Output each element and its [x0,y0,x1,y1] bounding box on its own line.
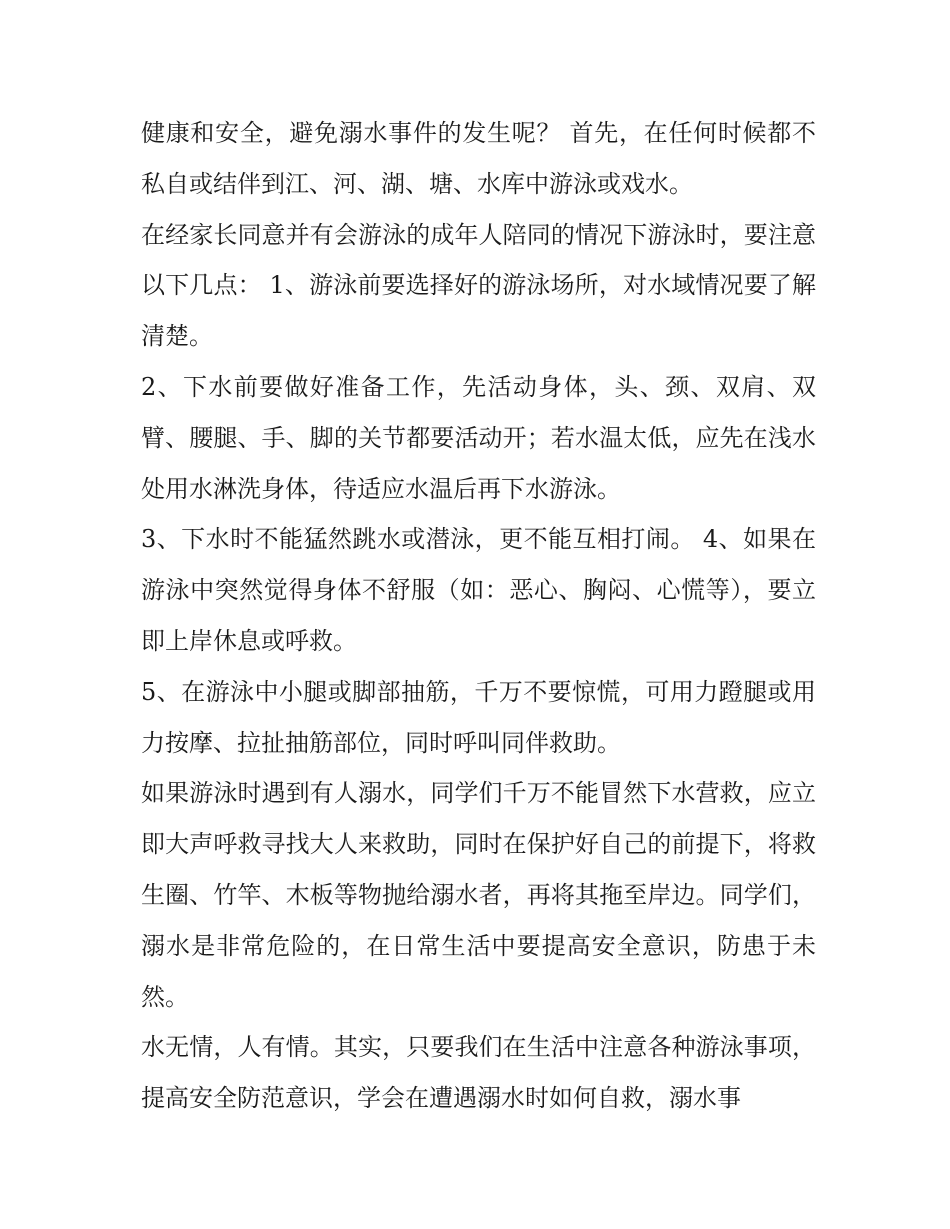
paragraph-rescue-advice: 如果游泳时遇到有人溺水，同学们千万不能冒然下水营救，应立即大声呼救寻找大人来救助，同时在保护好自己的前提下，将救生圈、竹竿、木板等物抛给溺水者，再将其拖至岸边。同学们，溺水是非常危险的，在日常生活中要提高安全意识，防患于未然。 [141,779,816,1011]
paragraph-precautions-1: 在经家长同意并有会游泳的成年人陪同的情况下游泳时，要注意以下几点： 1、游泳前要选择好的游泳场所，对水域情况要了解清楚。 [141,220,816,351]
paragraph-precautions-3-4: 3、下水时不能猛然跳水或潜泳，更不能互相打闹。 4、如果在游泳中突然觉得身体不舒服（如：恶心、胸闷、心慌等），要立即上岸休息或呼救。 [141,525,816,655]
paragraph-safety-intro: 健康和安全，避免溺水事件的发生呢？ 首先，在任何时候都不私自或结伴到江、河、湖、塘、水库中游泳或戏水。 [141,119,816,198]
paragraph-conclusion: 水无情，人有情。其实，只要我们在生活中注意各种游泳事项，提高安全防范意识，学会在遭遇溺水时如何自救，溺水事 [141,1033,816,1113]
paragraph-precautions-2: 2、下水前要做好准备工作，先活动身体，头、颈、双肩、双臂、腰腿、手、脚的关节都要活动开；若水温太低，应先在浅水处用水淋洗身体，待适应水温后再下水游泳。 [141,372,816,503]
document-body [141,108,816,1124]
paragraph-precautions-5: 5、在游泳中小腿或脚部抽筋，千万不要惊慌，可用力蹬腿或用力按摩、拉扯抽筋部位，同时呼叫同伴救助。 [141,677,816,757]
